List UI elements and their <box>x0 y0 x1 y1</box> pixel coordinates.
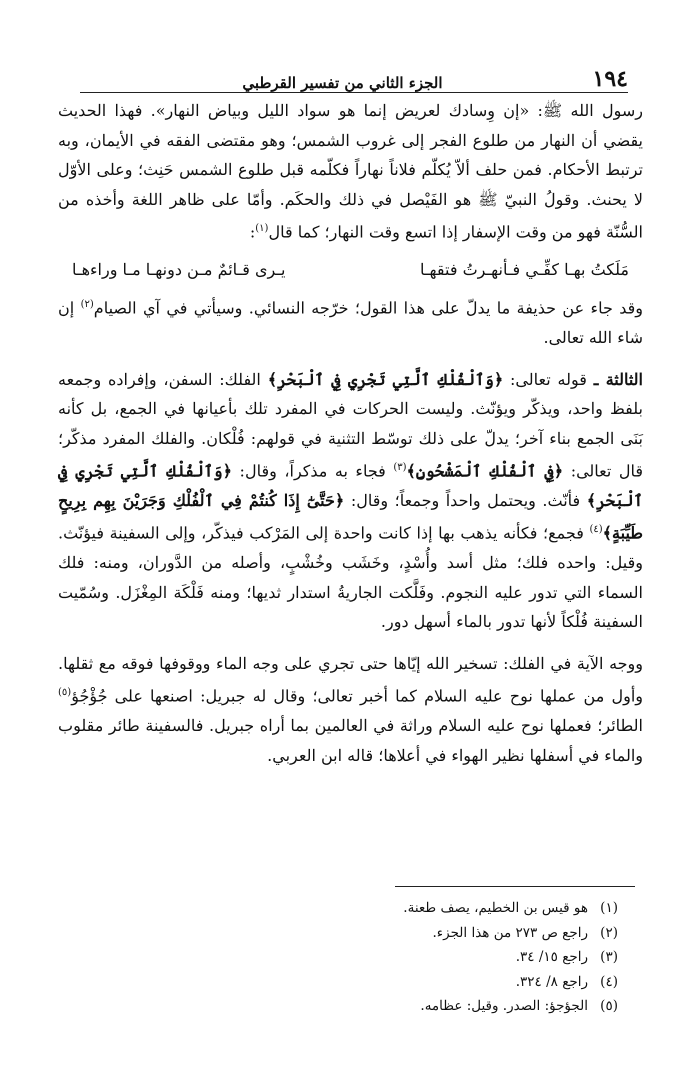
text-span: فجمع؛ فكأنه يذهب بها إذا كانت واحدة إلى المَرْكب فيذكّر، وإلى السفينة فيؤنّث. وقيل: واحده فلك؛ مثل أسد وأُسْدٍ، وخَشَب وخُشْبٍ، وأصله من الدَّوران، ومنه: فلك السماء التي تدور عليه النجوم. وفَلَّكت الجاريةُ استدار ثديها؛ ومنه فَلْكَة المِغْزَل. وسُمّيت السفينة فُلْكاً لأنها تدور بالماء أسهل دور. <box>58 523 643 632</box>
quran-quote: ﴿فِي ٱلْفُلْكِ ٱلْمَشْحُونِ﴾ <box>406 461 564 481</box>
footnote-text: هو قيس بن الخطيم، يصف طعنة. <box>403 900 588 916</box>
paragraph-third-issue <box>58 365 643 637</box>
paragraph <box>58 649 643 770</box>
footnote-ref: (٣) <box>393 462 407 474</box>
text-span: : <box>249 222 256 242</box>
footnote-ref: (٥) <box>58 687 72 699</box>
footnote-text: راجع ١٥/ ٣٤. <box>515 949 588 965</box>
text-span: فجاء به مذكراً، وقال: <box>239 461 386 481</box>
footnotes <box>300 896 618 1019</box>
page-number: ١٩٤ <box>592 66 628 92</box>
text-span: رسول الله ﷺ: «إن وِسادك لعريض إنما هو سواد الليل وبياض النهار». فهذا الحديث يقضي أن النهار من طلوع الفجر إلى غروب الشمس؛ وهو مقتضى الفقه في الأيمان، وبه ترتبط الأحكام. فمن حلف ألاّ يُكلّم فلاناً نهاراً فكلّمه قبل طلوع الشمس حَنِث؛ وعلى الأوّل لا يحنث. وقولُ النبيّ ﷺ هو الفَيْصل في ذلك والحكَم. وأمّا على ظاهر اللغة وأخذه من السُّنّة فهو من وقت الإسفار إذا اتسع وقت النهار؛ كما قال <box>58 101 643 242</box>
footnote-text: راجع ٨/ ٣٢٤. <box>515 973 588 990</box>
footnote <box>300 945 618 970</box>
footnote <box>300 994 618 1019</box>
running-title: الجزء الثاني من تفسير القرطبي <box>242 74 443 92</box>
text-span: وقد جاء عن حذيفة ما يدلّ على هذا القول؛ خرّجه النسائي. وسيأتي في آي الصيام <box>93 298 644 318</box>
footnote <box>300 921 618 946</box>
text-span: الفلك: السفن، وإفراده وجمعه بلفظ واحد، ويذكّر ويؤنّث. وليست الحركات في المفرد تلك بأعيانها في الجمع، بل كأنه بَنَى الجمع بناء آخر؛ يدلّ على ذلك توسّط التثنية في قولهم: فُلْكان. والفلك المفرد مذكّر؛ قال تعالى: <box>58 369 644 481</box>
text-span: قوله تعالى: <box>510 369 587 389</box>
verse-second-hemistich: يـرى قـائمٌ مـن دونهـا مـا وراءهـا <box>72 259 286 279</box>
quran-quote: ﴿وَٱلْفُلْكِ ٱلَّتِي تَجْرِي فِي ٱلْبَحْرِ﴾ <box>267 369 504 389</box>
footnote-number: (٢) <box>600 924 618 941</box>
text-span: ووجه الآية في الفلك: تسخير الله إيّاها حتى تجري على وجه الماء ووقوفها فوقه مع ثقلها. وأول من عملها نوح عليه السلام كما أخبر تعالى؛ وقال له جبريل: اصنعها على جُؤْجُؤ <box>58 653 643 706</box>
footnote-text: الجؤجؤ: الصدر. وقيل: عظامه. <box>420 998 588 1014</box>
text-span: الطائر؛ فعملها نوح عليه السلام وراثة في العالمين بما أراه جبريل. فالسفينة طائر مقلوب والماء في أسفلها نظير الهواء في أعلاها؛ قاله ابن العربي. <box>58 716 644 765</box>
footnote-text: راجع ص ٢٧٣ من هذا الجزء. <box>432 924 588 941</box>
footnote-number: (٥) <box>600 998 618 1014</box>
main-text <box>58 96 643 770</box>
footnote <box>300 970 618 995</box>
text-span: إن شاء الله تعالى. <box>58 298 643 348</box>
paragraph <box>58 290 643 352</box>
footnote-ref: (٢) <box>80 299 94 311</box>
footnote-number: (٣) <box>600 949 618 965</box>
page-header <box>80 60 628 93</box>
footnote-ref: (١) <box>255 223 269 234</box>
paragraph <box>58 96 643 247</box>
footnote-ref: (٤) <box>589 524 603 536</box>
footnote-divider <box>395 886 635 887</box>
poetry-verse <box>58 255 643 285</box>
quran-quote: ﴿وَٱلْفُلْكِ ٱلَّتِي تَجْرِي فِي ٱلْبَحْرِ﴾ <box>58 461 643 510</box>
footnote-number: (٤) <box>600 973 618 990</box>
text-span: فأنّث. ويحتمل واحداً وجمعاً؛ وقال: <box>350 490 581 510</box>
footnote <box>300 896 618 921</box>
footnote-number: (١) <box>600 900 618 916</box>
quran-quote: ﴿حَتَّىٰٓ إِذَا كُنتُمْ فِي ٱلْفُلْكِ وَجَرَيْنَ بِهِم بِرِيحٍ طَيِّبَةٍ﴾ <box>58 490 643 543</box>
section-lead: الثالثة ـ <box>593 369 644 389</box>
verse-first-hemistich: مَلَكتُ بهـا كفِّـي فـأنهـرتُ فتقهـا <box>419 259 629 279</box>
